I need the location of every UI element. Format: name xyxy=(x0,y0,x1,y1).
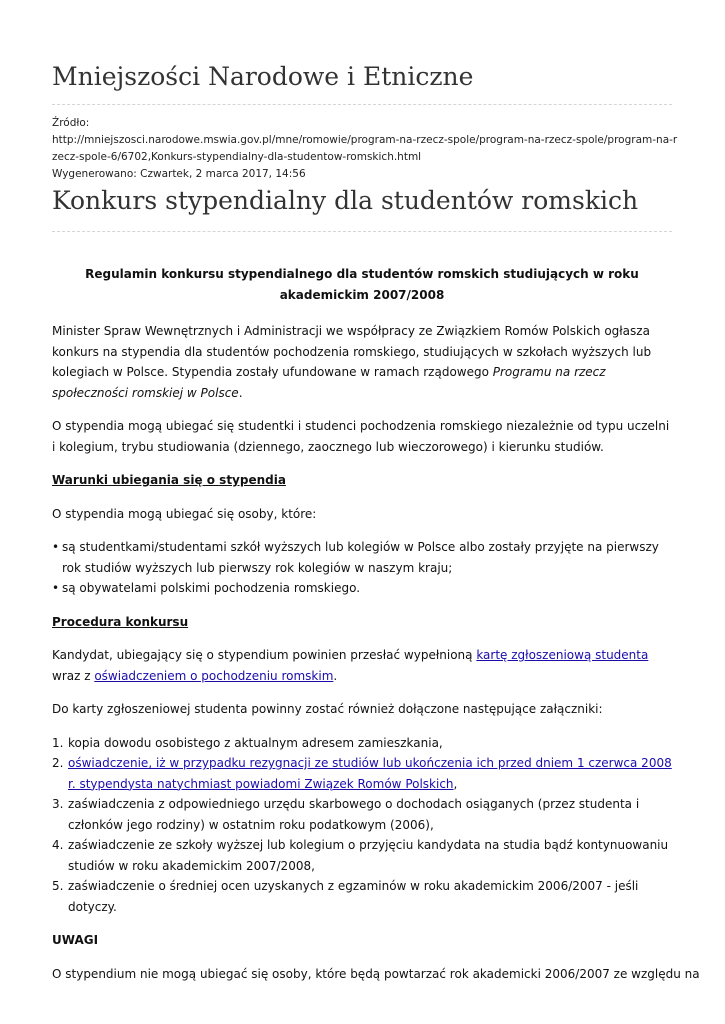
source-meta xyxy=(52,115,677,183)
resignation-statement-link[interactable]: oświadczenie, iż w przypadku rezygnacji ze studiów lub ukończenia ich przed dniem 1 czerwca 2008 r. stypendysta natychmiast powiadomi Związek Romów Polskich xyxy=(68,756,672,791)
divider xyxy=(52,231,672,232)
conditions-list xyxy=(52,537,672,599)
list-item xyxy=(52,835,672,876)
roma-origin-statement-link[interactable]: oświadczeniem o pochodzeniu romskim xyxy=(94,668,334,683)
attachments-list xyxy=(52,733,672,918)
item-text: zaświadczenie o średniej ocen uzyskanych z egzaminów w roku akademickim 2006/2007 - jeśli dotyczy. xyxy=(68,879,639,914)
conditions-intro: O stypendia mogą ubiegać się osoby, które: xyxy=(52,506,317,521)
list-item xyxy=(52,733,672,754)
procedure-heading: Procedura konkursu xyxy=(52,614,189,629)
source-url-line-2: zecz-spole-6/6702,Konkurs-stypendialny-dla-studentow-romskich.html xyxy=(52,151,422,163)
item-number: 3. xyxy=(52,797,64,811)
procedure-text-a: Kandydat, ubiegający się o stypendium powinien przesłać wypełnioną xyxy=(52,648,477,662)
procedure-text-b: wraz z xyxy=(52,668,95,683)
eligibility-paragraph: O stypendia mogą ubiegać się studentki i studenci pochodzenia romskiego niezależnie od typu uczelni i kolegium, trybu studiowania (dziennego, zaocznego lub wieczorowego) i kierunku studiów. xyxy=(52,419,670,454)
article-body xyxy=(52,264,700,984)
item-number: 4. xyxy=(52,838,64,852)
item-number: 1. xyxy=(52,735,64,750)
intro-paragraph xyxy=(52,321,672,403)
source-label: Źródło: xyxy=(52,117,90,129)
procedure-text-c: . xyxy=(333,668,338,683)
intro-program-name: Programu na rzecz społeczności romskiej w Polsce xyxy=(52,365,606,400)
list-item xyxy=(52,753,672,794)
procedure-paragraph xyxy=(52,645,672,686)
generated-date: Wygenerowano: Czwartek, 2 marca 2017, 14:56 xyxy=(52,168,306,180)
item-text: kopia dowodu osobistego z aktualnym adresem zamieszkania, xyxy=(68,735,443,750)
intro-end: . xyxy=(238,385,243,400)
site-title: Mniejszości Narodowe i Etniczne xyxy=(52,62,474,91)
notes-paragraph: O stypendium nie mogą ubiegać się osoby, które będą powtarzać rok akademicki 2006/2007 ze względu na xyxy=(52,966,700,981)
divider xyxy=(52,104,672,105)
item-text: zaświadczenie ze szkoły wyższej lub kolegium o przyjęciu kandydata na studia bądź kontynuowaniu studiów w roku akademickim 2007/2008, xyxy=(68,838,669,873)
notes-heading: UWAGI xyxy=(52,933,99,947)
application-form-link[interactable]: kartę zgłoszeniową studenta xyxy=(476,648,649,662)
list-item: • są studentkami/studentami szkół wyższych lub kolegiów w Polsce albo zostały przyjęte na pierwszy rok studiów wyższych lub pierwszy rok kolegiów w naszym kraju; xyxy=(52,537,672,578)
intro-text: Minister Spraw Wewnętrznych i Administracji we współpracy ze Związkiem Romów Polskich ogłasza konkurs na stypendia dla studentów pochodzenia romskiego, studiujących w szkołach wyższych lub kolegiach w Polsce. Stypendia zostały ufundowane w ramach rządowego xyxy=(52,324,652,379)
list-item: • są obywatelami polskimi pochodzenia romskiego. xyxy=(52,578,672,599)
conditions-heading: Warunki ubiegania się o stypendia xyxy=(52,473,286,487)
attachments-intro: Do karty zgłoszeniowej studenta powinny zostać również dołączone następujące załączniki: xyxy=(52,702,603,716)
item-text: , xyxy=(453,776,458,791)
item-number: 5. xyxy=(52,879,64,893)
item-text: zaświadczenia z odpowiedniego urzędu skarbowego o dochodach osiąganych (przez studenta i członków jego rodziny) w ostatnim roku podatkowym (2006), xyxy=(68,797,640,832)
article-title: Konkurs stypendialny dla studentów romskich xyxy=(52,186,639,215)
item-number: 2. xyxy=(52,756,64,770)
list-item xyxy=(52,794,672,835)
source-url-line-1: http://mniejszosci.narodowe.mswia.gov.pl/mne/romowie/program-na-rzecz-spole/program-na-rzecz-spole/program-na-r xyxy=(52,134,678,146)
regulation-heading: Regulamin konkursu stypendialnego dla studentów romskich studiujących w roku akademickim 2007/2008 xyxy=(85,267,639,302)
list-item xyxy=(52,876,672,917)
